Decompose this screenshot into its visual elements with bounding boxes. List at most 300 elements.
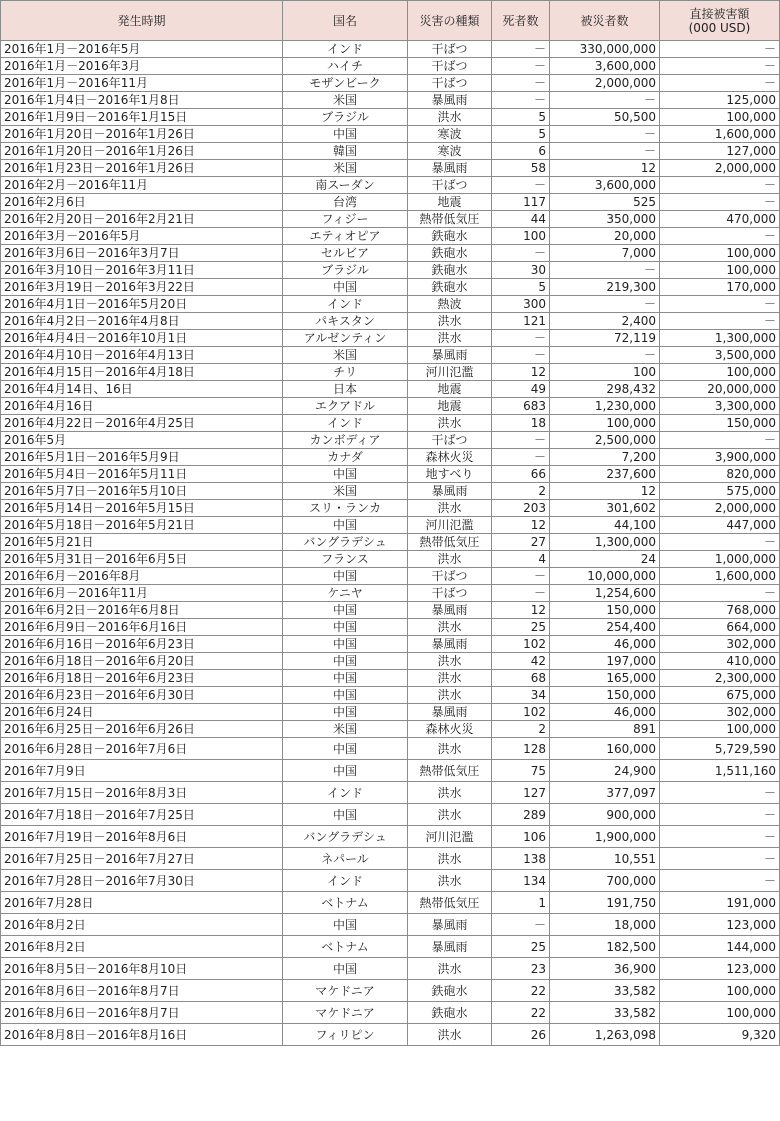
cell-damage: 123,000 (660, 958, 780, 980)
cell-affected: 891 (550, 721, 660, 738)
cell-period: 2016年7月19日－2016年8月6日 (1, 826, 283, 848)
cell-affected: 350,000 (550, 211, 660, 228)
cell-disaster-type: 鉄砲水 (408, 1002, 492, 1024)
table-row (1, 364, 780, 381)
cell-deaths: 134 (492, 870, 550, 892)
cell-deaths: 26 (492, 1024, 550, 1046)
cell-damage: － (660, 826, 780, 848)
table-row (1, 262, 780, 279)
cell-country: ネパール (283, 848, 408, 870)
header-country: 国名 (283, 1, 408, 41)
cell-disaster-type: 鉄砲水 (408, 980, 492, 1002)
cell-deaths: 68 (492, 670, 550, 687)
cell-deaths: 683 (492, 398, 550, 415)
header-period: 発生時期 (1, 1, 283, 41)
cell-affected: 33,582 (550, 980, 660, 1002)
cell-disaster-type: 地震 (408, 194, 492, 211)
cell-country: エティオピア (283, 228, 408, 245)
table-row (1, 1024, 780, 1046)
cell-disaster-type: 洪水 (408, 619, 492, 636)
cell-deaths: 34 (492, 687, 550, 704)
cell-period: 2016年6月25日－2016年6月26日 (1, 721, 283, 738)
cell-damage: 410,000 (660, 653, 780, 670)
cell-country: ハイチ (283, 58, 408, 75)
cell-deaths: 127 (492, 782, 550, 804)
cell-period: 2016年3月6日－2016年3月7日 (1, 245, 283, 262)
cell-affected: 72,119 (550, 330, 660, 347)
cell-disaster-type: 河川氾濫 (408, 364, 492, 381)
cell-damage: 100,000 (660, 262, 780, 279)
cell-disaster-type: 洪水 (408, 500, 492, 517)
table-row (1, 826, 780, 848)
table-row (1, 670, 780, 687)
cell-damage: 9,320 (660, 1024, 780, 1046)
table-row (1, 160, 780, 177)
cell-affected: 20,000 (550, 228, 660, 245)
table-body (1, 41, 780, 1046)
table-row (1, 848, 780, 870)
cell-country: 中国 (283, 126, 408, 143)
cell-affected: 18,000 (550, 914, 660, 936)
cell-period: 2016年6月18日－2016年6月23日 (1, 670, 283, 687)
cell-affected: 298,432 (550, 381, 660, 398)
cell-damage: 191,000 (660, 892, 780, 914)
cell-disaster-type: 暴風雨 (408, 483, 492, 500)
cell-damage: 2,300,000 (660, 670, 780, 687)
cell-damage: 2,000,000 (660, 160, 780, 177)
cell-damage: － (660, 870, 780, 892)
cell-damage: 123,000 (660, 914, 780, 936)
cell-disaster-type: 鉄砲水 (408, 279, 492, 296)
table-row (1, 398, 780, 415)
cell-country: カンボディア (283, 432, 408, 449)
cell-affected: 2,000,000 (550, 75, 660, 92)
cell-affected: 2,500,000 (550, 432, 660, 449)
cell-disaster-type: 暴風雨 (408, 602, 492, 619)
cell-country: カナダ (283, 449, 408, 466)
cell-country: チリ (283, 364, 408, 381)
cell-country: マケドニア (283, 1002, 408, 1024)
cell-damage: 2,000,000 (660, 500, 780, 517)
cell-damage: － (660, 58, 780, 75)
cell-disaster-type: 熱帯低気圧 (408, 211, 492, 228)
cell-damage: 820,000 (660, 466, 780, 483)
cell-period: 2016年5月4日－2016年5月11日 (1, 466, 283, 483)
table-row (1, 653, 780, 670)
cell-country: 米国 (283, 92, 408, 109)
cell-period: 2016年8月2日 (1, 936, 283, 958)
cell-deaths: 23 (492, 958, 550, 980)
cell-deaths: 27 (492, 534, 550, 551)
cell-period: 2016年4月15日－2016年4月18日 (1, 364, 283, 381)
cell-period: 2016年8月8日－2016年8月16日 (1, 1024, 283, 1046)
cell-damage: － (660, 313, 780, 330)
cell-damage: － (660, 194, 780, 211)
cell-damage: － (660, 432, 780, 449)
cell-disaster-type: 洪水 (408, 687, 492, 704)
cell-period: 2016年4月2日－2016年4月8日 (1, 313, 283, 330)
cell-period: 2016年1月23日－2016年1月26日 (1, 160, 283, 177)
cell-period: 2016年7月18日－2016年7月25日 (1, 804, 283, 826)
cell-period: 2016年3月10日－2016年3月11日 (1, 262, 283, 279)
table-row (1, 760, 780, 782)
cell-country: パキスタン (283, 313, 408, 330)
cell-deaths: 1 (492, 892, 550, 914)
cell-affected: 182,500 (550, 936, 660, 958)
cell-country: ブラジル (283, 109, 408, 126)
header-disaster-type: 災害の種類 (408, 1, 492, 41)
cell-period: 2016年5月18日－2016年5月21日 (1, 517, 283, 534)
cell-deaths: － (492, 914, 550, 936)
table-row (1, 75, 780, 92)
cell-country: ブラジル (283, 262, 408, 279)
table-row (1, 466, 780, 483)
cell-deaths: 12 (492, 517, 550, 534)
cell-deaths: 300 (492, 296, 550, 313)
cell-deaths: 121 (492, 313, 550, 330)
cell-country: インド (283, 870, 408, 892)
cell-deaths: － (492, 347, 550, 364)
cell-period: 2016年1月－2016年11月 (1, 75, 283, 92)
cell-affected: － (550, 262, 660, 279)
cell-country: 中国 (283, 958, 408, 980)
cell-affected: 33,582 (550, 1002, 660, 1024)
cell-affected: 10,551 (550, 848, 660, 870)
cell-country: 米国 (283, 347, 408, 364)
table-row (1, 958, 780, 980)
cell-country: ベトナム (283, 936, 408, 958)
cell-country: 米国 (283, 483, 408, 500)
cell-damage: 1,300,000 (660, 330, 780, 347)
cell-damage: 302,000 (660, 704, 780, 721)
cell-disaster-type: 洪水 (408, 738, 492, 760)
cell-damage: 1,511,160 (660, 760, 780, 782)
cell-period: 2016年6月9日－2016年6月16日 (1, 619, 283, 636)
cell-period: 2016年5月14日－2016年5月15日 (1, 500, 283, 517)
table-row (1, 602, 780, 619)
cell-disaster-type: 河川氾濫 (408, 826, 492, 848)
table-row (1, 980, 780, 1002)
cell-country: フィジー (283, 211, 408, 228)
table-row (1, 517, 780, 534)
table-row (1, 1002, 780, 1024)
cell-country: アルゼンティン (283, 330, 408, 347)
cell-disaster-type: 洪水 (408, 109, 492, 126)
cell-damage: 100,000 (660, 245, 780, 262)
cell-deaths: 25 (492, 936, 550, 958)
cell-deaths: 58 (492, 160, 550, 177)
cell-affected: 1,263,098 (550, 1024, 660, 1046)
cell-deaths: － (492, 245, 550, 262)
cell-disaster-type: 干ばつ (408, 75, 492, 92)
table-header (1, 1, 780, 41)
cell-period: 2016年5月21日 (1, 534, 283, 551)
table-row (1, 194, 780, 211)
table-row (1, 619, 780, 636)
cell-country: フランス (283, 551, 408, 568)
cell-damage: 3,500,000 (660, 347, 780, 364)
table-row (1, 483, 780, 500)
cell-country: 中国 (283, 670, 408, 687)
cell-affected: 150,000 (550, 602, 660, 619)
cell-disaster-type: 熱帯低気圧 (408, 760, 492, 782)
cell-period: 2016年7月9日 (1, 760, 283, 782)
cell-disaster-type: 干ばつ (408, 432, 492, 449)
table-row (1, 177, 780, 194)
cell-period: 2016年3月－2016年5月 (1, 228, 283, 245)
table-row (1, 330, 780, 347)
table-row (1, 432, 780, 449)
cell-deaths: 138 (492, 848, 550, 870)
cell-affected: 900,000 (550, 804, 660, 826)
cell-deaths: 102 (492, 636, 550, 653)
cell-affected: 301,602 (550, 500, 660, 517)
cell-affected: 1,254,600 (550, 585, 660, 602)
cell-disaster-type: 暴風雨 (408, 914, 492, 936)
cell-affected: 197,000 (550, 653, 660, 670)
cell-damage: 100,000 (660, 980, 780, 1002)
cell-deaths: 75 (492, 760, 550, 782)
cell-period: 2016年5月 (1, 432, 283, 449)
table-row (1, 143, 780, 160)
table-row (1, 914, 780, 936)
table-row (1, 585, 780, 602)
table-row (1, 687, 780, 704)
cell-affected: 46,000 (550, 636, 660, 653)
cell-disaster-type: 暴風雨 (408, 936, 492, 958)
cell-deaths: 49 (492, 381, 550, 398)
cell-affected: 10,000,000 (550, 568, 660, 585)
cell-disaster-type: 暴風雨 (408, 92, 492, 109)
table-row (1, 245, 780, 262)
cell-country: 中国 (283, 914, 408, 936)
cell-affected: 1,230,000 (550, 398, 660, 415)
cell-deaths: － (492, 568, 550, 585)
cell-deaths: 2 (492, 483, 550, 500)
cell-country: 韓国 (283, 143, 408, 160)
cell-affected: 700,000 (550, 870, 660, 892)
cell-damage: 100,000 (660, 109, 780, 126)
cell-damage: 100,000 (660, 721, 780, 738)
cell-deaths: 128 (492, 738, 550, 760)
cell-deaths: － (492, 92, 550, 109)
cell-country: 台湾 (283, 194, 408, 211)
table-row (1, 41, 780, 58)
cell-affected: 525 (550, 194, 660, 211)
cell-affected: － (550, 143, 660, 160)
cell-period: 2016年6月28日－2016年7月6日 (1, 738, 283, 760)
cell-period: 2016年6月－2016年11月 (1, 585, 283, 602)
cell-affected: － (550, 296, 660, 313)
cell-period: 2016年7月28日 (1, 892, 283, 914)
cell-affected: 165,000 (550, 670, 660, 687)
header-row (1, 1, 780, 41)
header-damage-line2: (000 USD) (688, 20, 751, 35)
cell-country: マケドニア (283, 980, 408, 1002)
cell-country: 中国 (283, 738, 408, 760)
cell-damage: 20,000,000 (660, 381, 780, 398)
cell-affected: 44,100 (550, 517, 660, 534)
cell-deaths: 5 (492, 109, 550, 126)
cell-deaths: － (492, 75, 550, 92)
cell-deaths: － (492, 585, 550, 602)
cell-disaster-type: 地すべり (408, 466, 492, 483)
cell-deaths: 6 (492, 143, 550, 160)
cell-deaths: － (492, 177, 550, 194)
cell-country: 中国 (283, 619, 408, 636)
cell-damage: 3,300,000 (660, 398, 780, 415)
cell-disaster-type: 干ばつ (408, 41, 492, 58)
cell-country: フィリピン (283, 1024, 408, 1046)
table-row (1, 211, 780, 228)
table-row (1, 936, 780, 958)
cell-disaster-type: 洪水 (408, 1024, 492, 1046)
cell-period: 2016年6月2日－2016年6月8日 (1, 602, 283, 619)
table-row (1, 415, 780, 432)
cell-damage: － (660, 41, 780, 58)
cell-period: 2016年6月18日－2016年6月20日 (1, 653, 283, 670)
cell-disaster-type: 干ばつ (408, 568, 492, 585)
cell-deaths: 22 (492, 1002, 550, 1024)
cell-deaths: 100 (492, 228, 550, 245)
cell-country: 中国 (283, 704, 408, 721)
cell-deaths: 289 (492, 804, 550, 826)
cell-deaths: 203 (492, 500, 550, 517)
cell-disaster-type: 暴風雨 (408, 347, 492, 364)
cell-period: 2016年5月31日－2016年6月5日 (1, 551, 283, 568)
cell-damage: 302,000 (660, 636, 780, 653)
cell-country: 中国 (283, 602, 408, 619)
table-row (1, 534, 780, 551)
cell-period: 2016年1月－2016年3月 (1, 58, 283, 75)
cell-disaster-type: 熱帯低気圧 (408, 534, 492, 551)
cell-period: 2016年8月5日－2016年8月10日 (1, 958, 283, 980)
cell-country: スリ・ランカ (283, 500, 408, 517)
cell-deaths: － (492, 330, 550, 347)
cell-period: 2016年2月－2016年11月 (1, 177, 283, 194)
cell-deaths: － (492, 58, 550, 75)
cell-damage: 1,000,000 (660, 551, 780, 568)
cell-deaths: 5 (492, 126, 550, 143)
cell-country: 日本 (283, 381, 408, 398)
cell-period: 2016年7月25日－2016年7月27日 (1, 848, 283, 870)
cell-deaths: 106 (492, 826, 550, 848)
table-row (1, 551, 780, 568)
cell-disaster-type: 洪水 (408, 804, 492, 826)
table-row (1, 892, 780, 914)
cell-period: 2016年4月1日－2016年5月20日 (1, 296, 283, 313)
cell-disaster-type: 熱波 (408, 296, 492, 313)
table-row (1, 870, 780, 892)
table-row (1, 109, 780, 126)
cell-damage: 3,900,000 (660, 449, 780, 466)
cell-period: 2016年6月23日－2016年6月30日 (1, 687, 283, 704)
cell-affected: 377,097 (550, 782, 660, 804)
cell-deaths: 44 (492, 211, 550, 228)
cell-disaster-type: 洪水 (408, 782, 492, 804)
cell-country: バングラデシュ (283, 826, 408, 848)
cell-damage: 447,000 (660, 517, 780, 534)
cell-damage: 1,600,000 (660, 568, 780, 585)
cell-period: 2016年2月6日 (1, 194, 283, 211)
cell-affected: － (550, 347, 660, 364)
cell-affected: 1,300,000 (550, 534, 660, 551)
table-row (1, 568, 780, 585)
cell-deaths: 66 (492, 466, 550, 483)
cell-deaths: － (492, 449, 550, 466)
cell-country: 中国 (283, 636, 408, 653)
cell-damage: － (660, 848, 780, 870)
cell-period: 2016年8月6日－2016年8月7日 (1, 1002, 283, 1024)
table-row (1, 58, 780, 75)
cell-country: 中国 (283, 687, 408, 704)
cell-deaths: 5 (492, 279, 550, 296)
cell-period: 2016年4月10日－2016年4月13日 (1, 347, 283, 364)
cell-period: 2016年4月14日、16日 (1, 381, 283, 398)
cell-disaster-type: 暴風雨 (408, 636, 492, 653)
header-deaths: 死者数 (492, 1, 550, 41)
cell-disaster-type: 寒波 (408, 126, 492, 143)
cell-deaths: － (492, 432, 550, 449)
cell-damage: － (660, 228, 780, 245)
cell-damage: － (660, 585, 780, 602)
cell-damage: 768,000 (660, 602, 780, 619)
cell-affected: 7,200 (550, 449, 660, 466)
cell-affected: 24 (550, 551, 660, 568)
cell-country: バングラデシュ (283, 534, 408, 551)
cell-period: 2016年1月20日－2016年1月26日 (1, 143, 283, 160)
table-row (1, 804, 780, 826)
cell-disaster-type: 洪水 (408, 670, 492, 687)
cell-affected: 254,400 (550, 619, 660, 636)
cell-affected: 100,000 (550, 415, 660, 432)
cell-affected: 330,000,000 (550, 41, 660, 58)
cell-damage: 125,000 (660, 92, 780, 109)
cell-period: 2016年4月16日 (1, 398, 283, 415)
cell-period: 2016年3月19日－2016年3月22日 (1, 279, 283, 296)
table-row (1, 704, 780, 721)
cell-deaths: 12 (492, 602, 550, 619)
cell-disaster-type: 洪水 (408, 330, 492, 347)
cell-affected: 24,900 (550, 760, 660, 782)
cell-disaster-type: 熱帯低気圧 (408, 892, 492, 914)
cell-country: 中国 (283, 653, 408, 670)
header-damage-line1: 直接被害額 (689, 6, 750, 21)
table-row (1, 296, 780, 313)
cell-disaster-type: 森林火災 (408, 449, 492, 466)
cell-country: 中国 (283, 466, 408, 483)
cell-country: 南スーダン (283, 177, 408, 194)
cell-deaths: 22 (492, 980, 550, 1002)
cell-disaster-type: 干ばつ (408, 585, 492, 602)
header-affected: 被災者数 (550, 1, 660, 41)
cell-country: エクアドル (283, 398, 408, 415)
cell-disaster-type: 洪水 (408, 870, 492, 892)
cell-damage: － (660, 75, 780, 92)
table-row (1, 313, 780, 330)
cell-deaths: 117 (492, 194, 550, 211)
cell-affected: 3,600,000 (550, 177, 660, 194)
cell-country: 中国 (283, 279, 408, 296)
cell-disaster-type: 干ばつ (408, 58, 492, 75)
cell-deaths: 42 (492, 653, 550, 670)
cell-deaths: 12 (492, 364, 550, 381)
cell-disaster-type: 洪水 (408, 415, 492, 432)
cell-damage: 170,000 (660, 279, 780, 296)
cell-disaster-type: 鉄砲水 (408, 228, 492, 245)
cell-country: インド (283, 41, 408, 58)
cell-period: 2016年6月16日－2016年6月23日 (1, 636, 283, 653)
